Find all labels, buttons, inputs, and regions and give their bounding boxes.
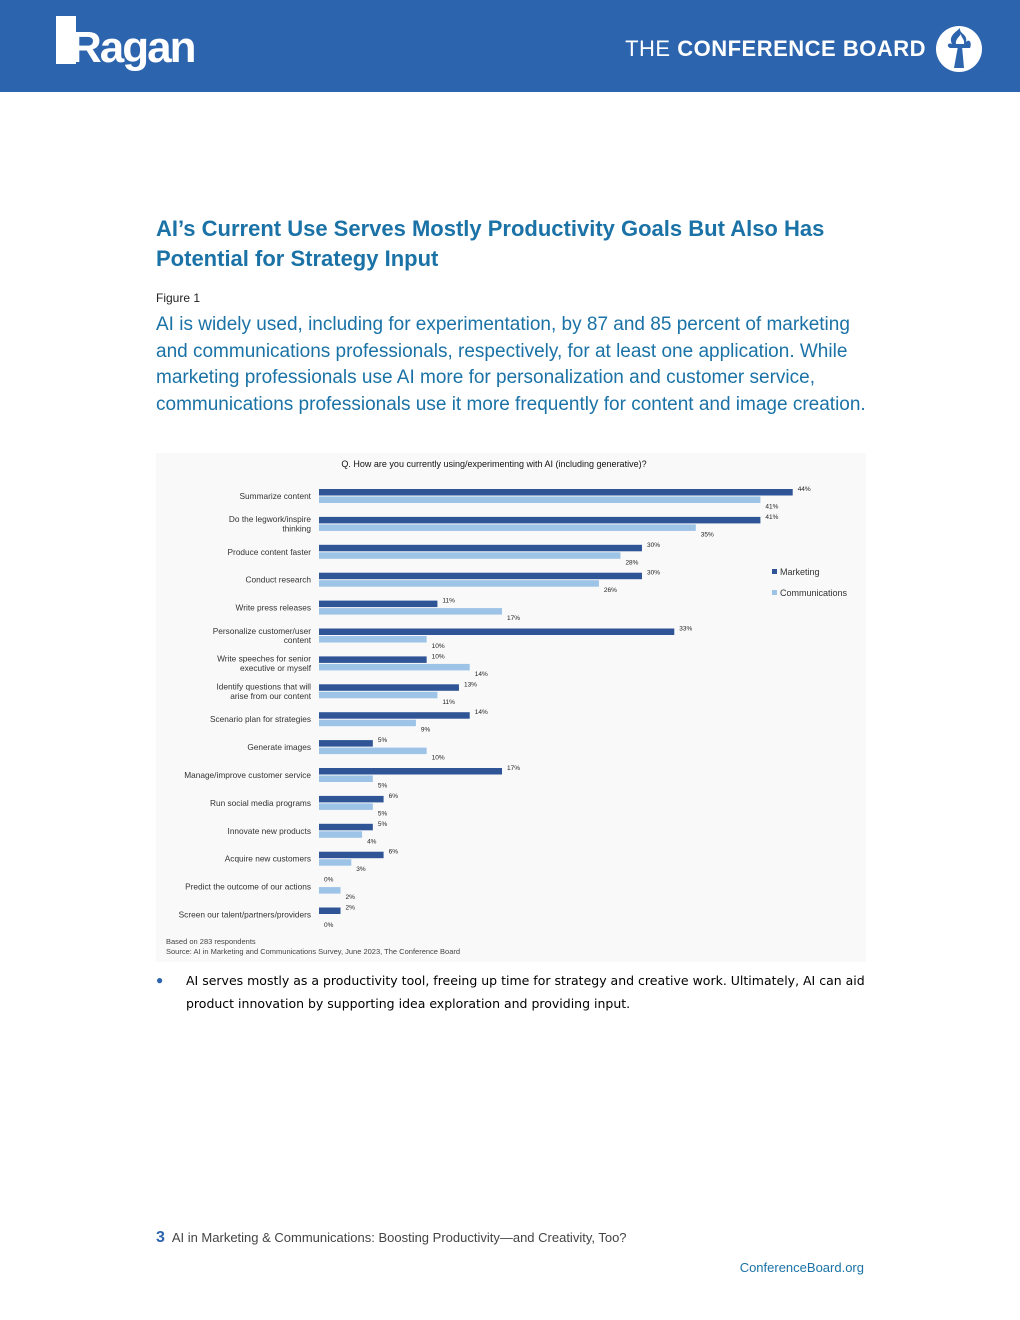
bullet-text: AI serves mostly as a productivity tool, freeing up time for strategy and creative work. Ultimately, AI can aid product innovation by supporting idea exploration and providing input.: [186, 973, 865, 1011]
data-label-marketing-personalize-customer-user-content: 33%: [679, 625, 693, 633]
bar-marketing-run-social-media-programs: [319, 796, 384, 803]
conference-board-logo: [625, 24, 984, 74]
bar-marketing-innovate-new-products: [319, 824, 373, 831]
data-label-marketing-conduct-research: 30%: [646, 569, 660, 577]
bar-communications-identify-questions-that-will-arise-from-our-content: [319, 692, 437, 699]
category-label-summarize-content: Summarize content: [239, 491, 311, 501]
data-label-communications-do-the-legwork-inspire-thinking: 35%: [700, 531, 714, 539]
data-label-communications-write-press-releases: 17%: [507, 615, 521, 623]
data-label-marketing-do-the-legwork-inspire-thinking: 41%: [765, 513, 779, 521]
data-label-marketing-run-social-media-programs: 6%: [388, 792, 399, 800]
data-label-marketing-generate-images: 5%: [377, 737, 388, 745]
bar-communications-acquire-new-customers: [319, 859, 351, 866]
data-label-communications-run-social-media-programs: 5%: [377, 810, 388, 818]
category-label-produce-content-faster: Produce content faster: [227, 546, 311, 557]
data-label-communications-summarize-content: 41%: [765, 503, 779, 511]
data-label-communications-personalize-customer-user-content: 10%: [431, 643, 445, 650]
bar-marketing-produce-content-faster: [319, 545, 642, 552]
data-label-communications-conduct-research: 26%: [603, 587, 617, 595]
bar-communications-run-social-media-programs: [319, 803, 373, 810]
bar-marketing-identify-questions-that-will-arise-from-our-content: [319, 684, 459, 691]
data-label-communications-write-speeches-for-senior-executive-or-myself: 14%: [474, 670, 488, 678]
key-takeaway-bullet: [156, 969, 866, 1015]
bar-communications-predict-the-outcome-of-our-actions: [319, 887, 341, 894]
data-label-marketing-identify-questions-that-will-arise-from-our-content: 13%: [463, 681, 477, 689]
legend-label-marketing: Marketing: [780, 566, 820, 577]
bar-marketing-acquire-new-customers: [319, 852, 384, 859]
data-label-marketing-summarize-content: 44%: [797, 486, 811, 493]
page-title: AI’s Current Use Serves Mostly Productivity Goals But Also Has Potential for Strategy Input: [156, 216, 825, 271]
bar-communications-write-speeches-for-senior-executive-or-myself: [319, 664, 470, 671]
data-label-communications-acquire-new-customers: 3%: [356, 866, 366, 874]
bar-communications-do-the-legwork-inspire-thinking: [319, 524, 696, 531]
bar-communications-innovate-new-products: [319, 831, 362, 838]
data-label-marketing-manage-improve-customer-service: 17%: [507, 765, 521, 772]
bar-communications-write-press-releases: [319, 608, 502, 615]
bar-marketing-manage-improve-customer-service: [319, 768, 502, 775]
bar-marketing-scenario-plan-for-strategies: [319, 712, 470, 719]
bar-marketing-generate-images: [319, 740, 373, 747]
conference-board-wordmark: THE CONFERENCE BOARD: [625, 36, 926, 61]
chart-footnote-respondents: Based on 283 respondents: [166, 937, 256, 946]
category-label-personalize-customer-user-content: Personalize customer/user content: [212, 625, 311, 646]
data-label-marketing-produce-content-faster: 30%: [646, 541, 660, 549]
chart-title: Q. How are you currently using/experimenting with AI (including generative)?: [341, 459, 647, 469]
figure-label: Figure 1: [156, 291, 201, 305]
page-number: 3: [156, 1229, 165, 1246]
data-label-marketing-predict-the-outcome-of-our-actions: 0%: [324, 876, 334, 884]
bar-marketing-do-the-legwork-inspire-thinking: [319, 517, 760, 524]
data-label-marketing-acquire-new-customers: 6%: [388, 848, 399, 856]
data-label-marketing-write-speeches-for-senior-executive-or-myself: 10%: [431, 653, 445, 661]
category-label-screen-our-talent-partners-providers: Screen our talent/partners/providers: [178, 909, 311, 920]
legend-label-communications: Communications: [780, 587, 848, 598]
chart-legend: [772, 561, 847, 603]
category-label-write-press-releases: Write press releases: [235, 602, 311, 613]
category-label-scenario-plan-for-strategies: Scenario plan for strategies: [209, 714, 311, 725]
ragan-logo-text: Ragan: [70, 23, 195, 72]
footer-document-title: AI in Marketing & Communications: Boosting Productivity—and Creativity, Too?: [171, 1230, 627, 1245]
bar-marketing-screen-our-talent-partners-providers: [319, 908, 341, 915]
category-label-manage-improve-customer-service: Manage/improve customer service: [184, 770, 311, 780]
chart-footnote-source: Source: AI in Marketing and Communications Survey, June 2023, The Conference Board: [166, 947, 461, 956]
bar-marketing-write-press-releases: [319, 601, 437, 608]
figure-subtitle: AI is widely used, including for experimentation, by 87 and 85 percent of marketing and communications professionals, respectively, for at least one application. While marketing professionals use AI more for personalization and customer service, communications professionals use it more frequently for content and image creation.: [156, 314, 866, 415]
data-label-communications-scenario-plan-for-strategies: 9%: [420, 726, 431, 734]
category-label-identify-questions-that-will-arise-from-our-content: Identify questions that will arise from our content: [216, 681, 311, 701]
bar-marketing-write-speeches-for-senior-executive-or-myself: [319, 656, 427, 663]
category-label-conduct-research: Conduct research: [245, 574, 311, 585]
category-label-acquire-new-customers: Acquire new customers: [224, 853, 311, 864]
bar-communications-generate-images: [319, 748, 427, 755]
data-label-communications-innovate-new-products: 4%: [367, 838, 377, 846]
bar-communications-scenario-plan-for-strategies: [319, 720, 416, 727]
data-label-communications-identify-questions-that-will-arise-from-our-content: 11%: [442, 698, 455, 706]
bar-communications-summarize-content: [319, 497, 760, 504]
chart-panel: [156, 453, 866, 962]
bar-communications-conduct-research: [319, 580, 599, 587]
data-label-marketing-screen-our-talent-partners-providers: 2%: [345, 904, 355, 912]
data-label-communications-produce-content-faster: 28%: [625, 559, 639, 567]
bar-marketing-summarize-content: [319, 489, 793, 496]
legend-item-communications: [772, 582, 847, 603]
page-header: [0, 0, 1020, 92]
category-label-innovate-new-products: Innovate new products: [227, 825, 311, 836]
bar-marketing-personalize-customer-user-content: [319, 629, 674, 636]
data-label-marketing-write-press-releases: 11%: [442, 597, 455, 605]
ragan-logo: [56, 16, 206, 78]
legend-swatch-marketing: [772, 569, 777, 574]
data-label-communications-manage-improve-customer-service: 5%: [377, 782, 388, 790]
bar-communications-produce-content-faster: [319, 552, 620, 559]
bar-chart: [156, 453, 866, 962]
category-label-predict-the-outcome-of-our-actions: Predict the outcome of our actions: [185, 881, 311, 892]
category-label-write-speeches-for-senior-executive-or-myself: Write speeches for senior executive or myself: [217, 653, 311, 674]
legend-swatch-communications: [772, 590, 777, 595]
torch-emblem-icon: [934, 24, 984, 74]
data-label-marketing-scenario-plan-for-strategies: 14%: [474, 709, 488, 717]
category-label-run-social-media-programs: Run social media programs: [210, 797, 311, 808]
footer-site-link[interactable]: ConferenceBoard.org: [739, 1260, 864, 1275]
bar-marketing-conduct-research: [319, 573, 642, 580]
category-label-generate-images: Generate images: [247, 742, 311, 753]
data-label-communications-predict-the-outcome-of-our-actions: 2%: [345, 894, 355, 902]
data-label-communications-screen-our-talent-partners-providers: 0%: [324, 922, 334, 929]
page-footer: [156, 1229, 627, 1247]
bullet-dot-icon: ●: [156, 973, 164, 987]
chart-footnote: [166, 937, 460, 957]
data-label-communications-generate-images: 10%: [431, 754, 445, 762]
legend-item-marketing: [772, 561, 847, 582]
category-label-do-the-legwork-inspire-thinking: Do the legwork/inspire thinking: [228, 514, 311, 534]
data-label-marketing-innovate-new-products: 5%: [377, 820, 388, 828]
bar-communications-personalize-customer-user-content: [319, 636, 427, 643]
bar-communications-manage-improve-customer-service: [319, 776, 373, 783]
